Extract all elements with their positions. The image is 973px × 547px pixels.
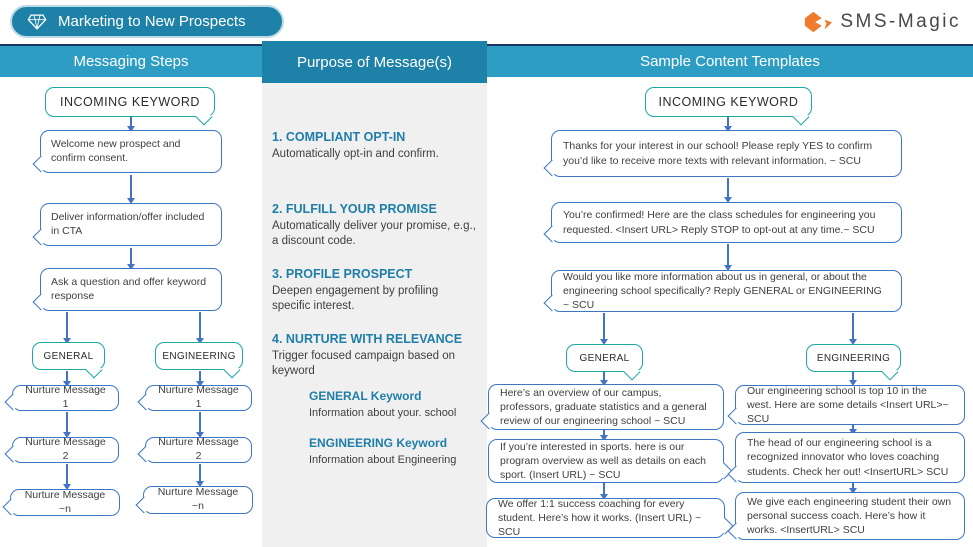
- step-deliver-bubble: Deliver information/offer included in CTA: [40, 203, 222, 246]
- keyword-heading: ENGINEERING Keyword: [309, 436, 448, 450]
- purpose-body: Deepen engagement by profiling specific interest.: [272, 285, 439, 312]
- flow-arrow: [603, 430, 605, 436]
- logo-text: SMS-Magic: [840, 11, 961, 32]
- general-sample-bubble: Here’s an overview of our campus, professors, graduate statistics and a general review of our engineering school ~ SCU: [488, 384, 724, 430]
- purpose-body: Trigger focused campaign based on keyword: [272, 350, 456, 377]
- flow-arrow: [727, 244, 729, 266]
- column-header-messaging-steps: Messaging Steps: [0, 46, 262, 77]
- flow-arrow: [603, 483, 605, 495]
- flow-arrow: [727, 178, 729, 198]
- general-keyword-bubble: GENERAL: [566, 344, 643, 372]
- purpose-body: Automatically opt-in and confirm.: [272, 148, 439, 160]
- purpose-keyword-general: [309, 389, 485, 420]
- engineering-keyword-bubble: ENGINEERING: [806, 344, 901, 372]
- flow-arrow: [199, 371, 201, 382]
- sms-magic-logo: [802, 8, 961, 36]
- flow-arrow: [199, 312, 201, 339]
- flow-arrow: [603, 313, 605, 340]
- purpose-section-4: [272, 332, 478, 379]
- nurture-message-bubble: Nurture Message ~n: [10, 489, 120, 516]
- flow-arrow: [603, 372, 605, 381]
- incoming-keyword-bubble: INCOMING KEYWORD: [645, 87, 812, 117]
- column-header-purpose: Purpose of Message(s): [262, 41, 487, 83]
- nurture-message-bubble: Nurture Message 1: [12, 385, 119, 411]
- flow-arrow: [199, 412, 201, 433]
- purpose-heading: 2. FULFILL YOUR PROMISE: [272, 202, 437, 216]
- title-pill: [10, 5, 284, 38]
- purpose-section-2: [272, 202, 478, 249]
- engineering-sample-bubble: We give each engineering student their own personal success coach. Here’s how it works. <InsertURL> SCU: [735, 492, 965, 540]
- engineering-keyword-bubble: ENGINEERING: [155, 342, 243, 370]
- step-ask-bubble: Ask a question and offer keyword response: [40, 268, 222, 311]
- step-welcome-bubble: Welcome new prospect and confirm consent.: [40, 130, 222, 173]
- flow-arrow: [66, 371, 68, 382]
- keyword-body: Information about Engineering: [309, 454, 457, 466]
- general-keyword-bubble: GENERAL: [32, 342, 105, 370]
- flow-arrow: [66, 312, 68, 339]
- nurture-message-bubble: Nurture Message ~n: [143, 486, 253, 514]
- purpose-heading: 3. PROFILE PROSPECT: [272, 267, 413, 281]
- page-title: Marketing to New Prospects: [58, 13, 246, 30]
- flow-arrow: [66, 412, 68, 433]
- keyword-heading: GENERAL Keyword: [309, 389, 422, 403]
- sample-message-bubble: You’re confirmed! Here are the class schedules for engineering you requested. <Insert URL> Reply STOP to opt-out at any time.~ SCU: [551, 202, 902, 243]
- column-header-sample-content: Sample Content Templates: [487, 46, 973, 77]
- nurture-message-bubble: Nurture Message 1: [145, 385, 252, 411]
- general-sample-bubble: If you’re interested in sports. here is our program overview as well as details on each sport. (Insert URL) ~ SCU: [488, 439, 724, 483]
- sms-magic-icon: [802, 8, 834, 36]
- general-sample-bubble: We offer 1:1 success coaching for every student. Here’s how it works. (Insert URL) ~ SCU: [486, 498, 725, 538]
- flow-arrow: [727, 117, 729, 127]
- purpose-keyword-engineering: [309, 436, 485, 467]
- purpose-section-3: [272, 267, 478, 314]
- nurture-message-bubble: Nurture Message 2: [145, 437, 252, 463]
- flow-arrow: [130, 117, 132, 127]
- gem-icon: [26, 11, 48, 33]
- purpose-section-1: [272, 130, 478, 162]
- keyword-body: Information about your. school: [309, 407, 457, 419]
- sample-message-bubble: Thanks for your interest in our school! Please reply YES to confirm you’d like to receive more texts with relevant information. ~ SCU: [551, 130, 902, 177]
- purpose-heading: 1. COMPLIANT OPT-IN: [272, 130, 406, 144]
- flow-arrow: [199, 464, 201, 482]
- flow-arrow: [130, 175, 132, 199]
- nurture-message-bubble: Nurture Message 2: [12, 437, 119, 463]
- purpose-heading: 4. NURTURE WITH RELEVANCE: [272, 332, 463, 346]
- incoming-keyword-bubble: INCOMING KEYWORD: [45, 87, 215, 117]
- flow-arrow: [130, 248, 132, 265]
- sample-message-bubble: Would you like more information about us in general, or about the engineering school specifically? Reply GENERAL or ENGINEERING ~ SCU: [551, 270, 902, 312]
- flow-arrow: [66, 464, 68, 485]
- flow-arrow: [852, 483, 854, 489]
- purpose-body: Automatically deliver your promise, e.g., a discount code.: [272, 220, 476, 247]
- flow-arrow: [852, 372, 854, 381]
- flow-arrow: [852, 313, 854, 340]
- engineering-sample-bubble: Our engineering school is top 10 in the west. Here are some details <Insert URL>~ SCU: [735, 385, 965, 425]
- engineering-sample-bubble: The head of our engineering school is a recognized innovator who loves coaching students. Check her out! <InsertURL> SCU: [735, 432, 965, 483]
